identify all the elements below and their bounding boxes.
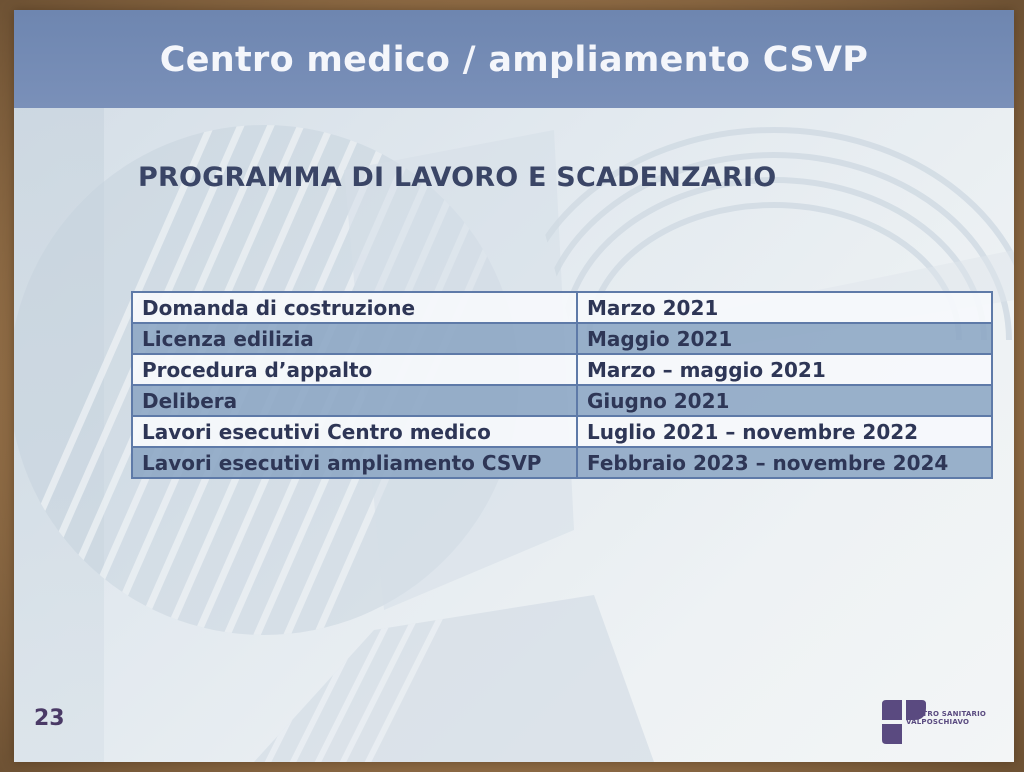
page-number: 23: [34, 706, 65, 731]
date-cell: Febbraio 2023 – novembre 2024: [577, 447, 992, 478]
centro-sanitario-logo: [880, 698, 1000, 750]
logo-text: [906, 710, 1006, 726]
date-cell: Marzo – maggio 2021: [577, 354, 992, 385]
date-cell: Luglio 2021 – novembre 2022: [577, 416, 992, 447]
table-row: [132, 323, 992, 354]
activity-cell: Delibera: [132, 385, 577, 416]
slide-header-bar: [14, 10, 1014, 108]
date-cell: Maggio 2021: [577, 323, 992, 354]
activity-cell: Procedura d’appalto: [132, 354, 577, 385]
table-row: [132, 416, 992, 447]
table-row: [132, 354, 992, 385]
slide-title: Centro medico / ampliamento CSVP: [159, 40, 869, 80]
logo-line-1: CENTRO SANITARIO: [906, 710, 987, 718]
date-cell: Marzo 2021: [577, 292, 992, 323]
table-row: [132, 385, 992, 416]
presentation-slide: [14, 10, 1014, 762]
activity-cell: Licenza edilizia: [132, 323, 577, 354]
table-row: [132, 447, 992, 478]
activity-cell: Lavori esecutivi Centro medico: [132, 416, 577, 447]
activity-cell: Domanda di costruzione: [132, 292, 577, 323]
date-cell: Giugno 2021: [577, 385, 992, 416]
table-row: [132, 292, 992, 323]
logo-line-2: VALPOSCHIAVO: [906, 718, 970, 726]
activity-cell: Lavori esecutivi ampliamento CSVP: [132, 447, 577, 478]
section-heading: PROGRAMMA DI LAVORO E SCADENZARIO: [138, 162, 777, 193]
schedule-table: [131, 291, 993, 479]
